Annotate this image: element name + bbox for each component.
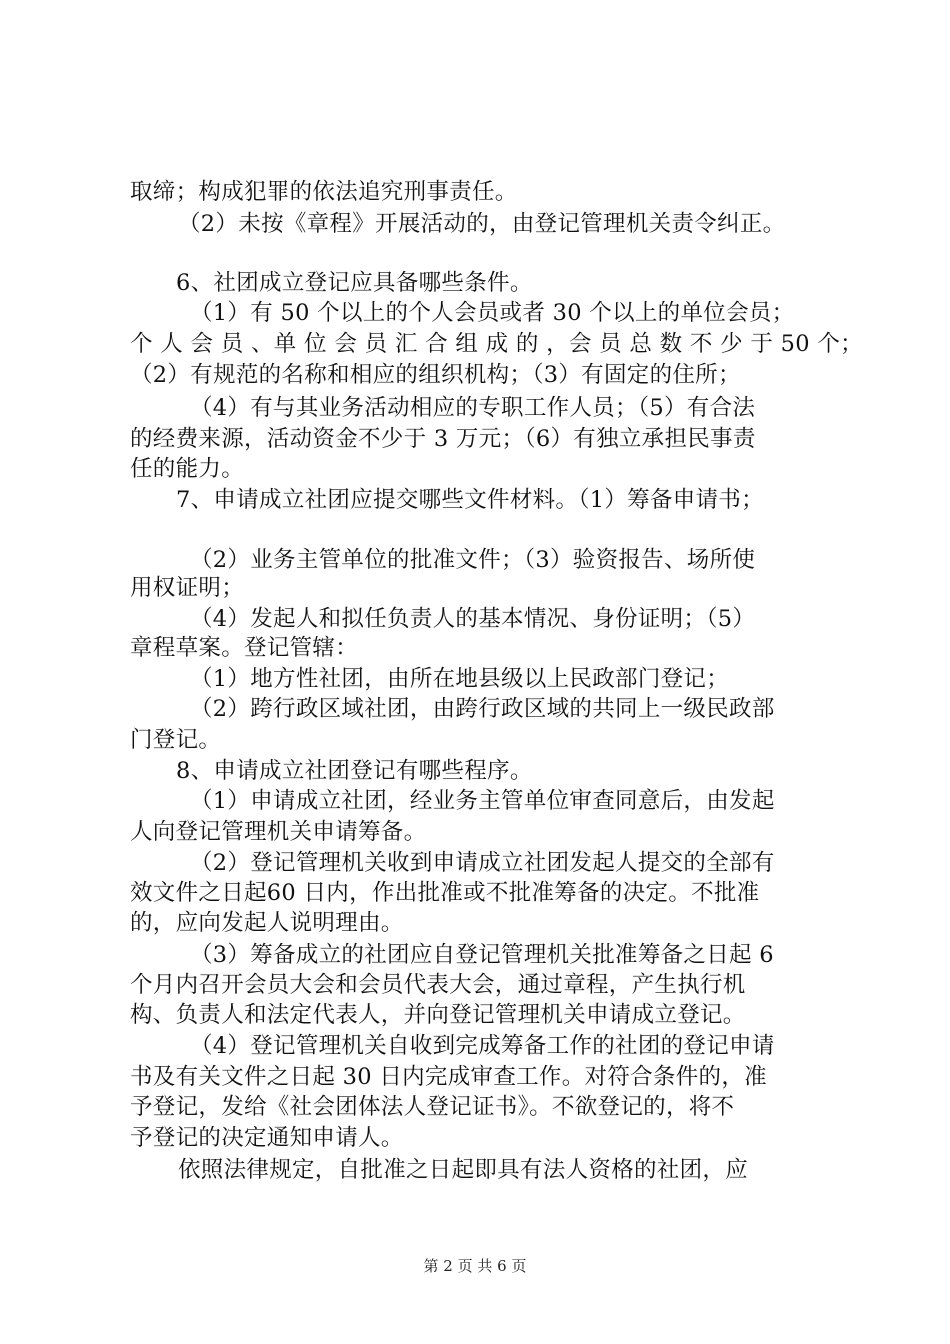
page-footer: 第 2 页 共 6 页 xyxy=(423,1257,527,1275)
text-line: （2）未按《章程》开展活动的，由登记管理机关责令纠正。 xyxy=(178,211,786,237)
text-line: （2）跨行政区域社团，由跨行政区域的共同上一级民政部 xyxy=(190,696,775,722)
text-line: 予登记的决定通知申请人。 xyxy=(130,1125,404,1151)
text-line: 个 人 会 员 、单 位 会 员 汇 合 组 成 的 ，会 员 总 数 不 少 于 50 个； xyxy=(130,331,863,357)
text-line: 个月内召开会员大会和会员代表大会，通过章程，产生执行机 xyxy=(130,972,746,998)
text-line: 取缔；构成犯罪的依法追究刑事责任。 xyxy=(130,179,518,205)
text-line: 人向登记管理机关申请筹备。 xyxy=(130,819,427,845)
text-line: 效文件之日起60 日内，作出批准或不批准筹备的决定。不批准 xyxy=(130,880,760,906)
text-line: 8、申请成立社团登记有哪些程序。 xyxy=(176,758,533,784)
text-line: （2）业务主管单位的批准文件；（3）验资报告、场所使 xyxy=(190,547,756,573)
text-line: （4）发起人和拟任负责人的基本情况、身份证明；（5） xyxy=(190,606,756,632)
text-line: （2）登记管理机关收到申请成立社团发起人提交的全部有 xyxy=(190,850,775,876)
text-line: 的，应向发起人说明理由。 xyxy=(130,910,404,936)
text-line: （3）筹备成立的社团应自登记管理机关批准筹备之日起 6 xyxy=(190,942,774,968)
text-line: 6、社团成立登记应具备哪些条件。 xyxy=(176,270,533,296)
text-line: （1）申请成立社团，经业务主管单位审查同意后，由发起 xyxy=(190,788,775,814)
text-line: 书及有关文件之日起 30 日内完成审查工作。对符合条件的，准 xyxy=(130,1064,767,1090)
text-line: 予登记，发给《社会团体法人登记证书》。不欲登记的，将不 xyxy=(130,1094,735,1120)
text-line: （2）有规范的名称和相应的组织机构；（3）有固定的住所； xyxy=(130,362,741,388)
text-line: （4）有与其业务活动相应的专职工作人员；（5）有合法 xyxy=(190,395,756,421)
text-line: 的经费来源，活动资金不少于 3 万元；（6）有独立承担民事责 xyxy=(130,426,756,452)
text-line: 门登记。 xyxy=(130,727,222,753)
text-line: 构、负责人和法定代表人，并向登记管理机关申请成立登记。 xyxy=(130,1002,746,1028)
text-line: 任的能力。 xyxy=(130,456,245,482)
text-line: 用权证明； xyxy=(130,575,245,601)
text-line: （4）登记管理机关自收到完成筹备工作的社团的登记申请 xyxy=(190,1033,775,1059)
text-line: （1）有 50 个以上的个人会员或者 30 个以上的单位会员； xyxy=(190,300,795,326)
text-line: 依照法律规定，自批准之日起即具有法人资格的社团，应 xyxy=(178,1157,749,1183)
text-line: 章程草案。登记管辖： xyxy=(130,635,359,661)
text-line: 7、申请成立社团应提交哪些文件材料。（1）筹备申请书； xyxy=(176,487,764,513)
text-line: （1）地方性社团，由所在地县级以上民政部门登记； xyxy=(190,666,730,692)
